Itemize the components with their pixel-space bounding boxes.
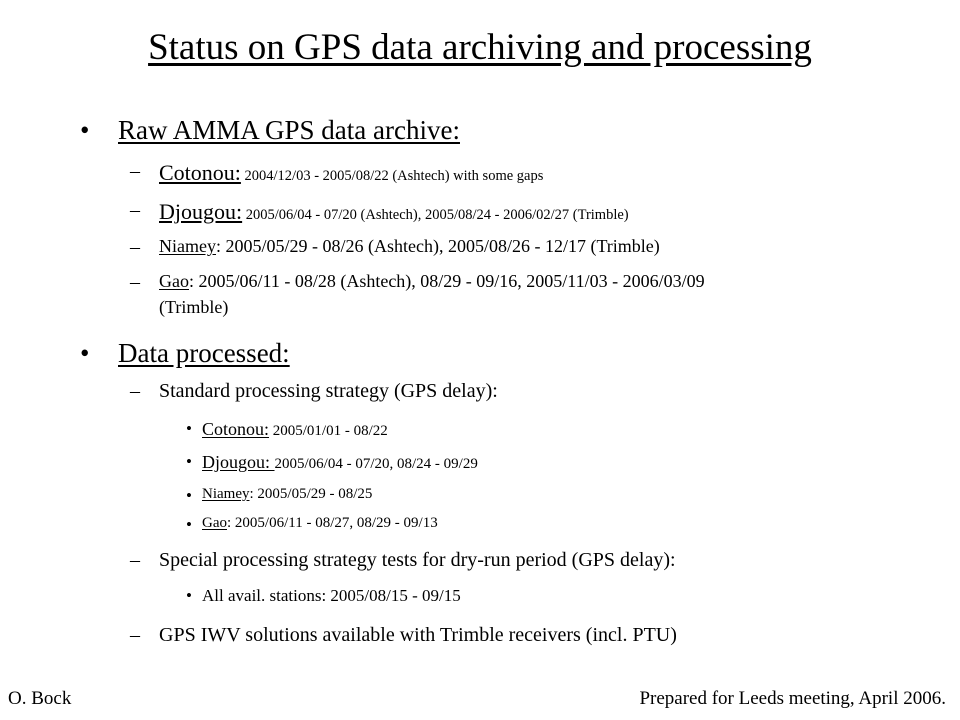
dash-icon: – (130, 549, 140, 571)
slide-title: Status on GPS data archiving and processing (148, 27, 812, 68)
site-name: Cotonou: (202, 419, 270, 439)
item-text: Standard processing strategy (GPS delay): (159, 380, 498, 402)
item-text: 2004/12/03 - 2005/08/22 (Ashtech) with some gaps (240, 168, 544, 184)
dash-icon: – (130, 624, 140, 646)
item-text: GPS IWV solutions available with Trimble receivers (incl. PTU) (159, 624, 677, 646)
item-text: : 2005/06/11 - 08/28 (Ashtech), 08/29 - 09/16, 2005/11/03 - 2006/03/09 (189, 271, 705, 291)
item-text: Special processing strategy tests for dry-run period (GPS delay): (159, 549, 676, 571)
site-name: Niamey (202, 486, 250, 502)
dash-icon: – (130, 199, 140, 221)
dash-icon: – (130, 160, 140, 182)
bullet-icon: • (80, 115, 90, 145)
dash-icon: – (130, 271, 140, 293)
bullet-icon: • (186, 419, 192, 438)
site-name: Niamey (159, 236, 216, 256)
item-text: 2005/06/04 - 07/20, 08/24 - 09/29 (274, 456, 478, 472)
item-text: : 2005/05/29 - 08/25 (249, 486, 373, 502)
site-name: Gao (159, 271, 189, 291)
bullet-icon: • (186, 452, 192, 471)
item-text: : 2005/05/29 - 08/26 (Ashtech), 2005/08/26 - 12/17 (Trimble) (215, 236, 660, 256)
section-heading-label: Raw AMMA GPS data archive: (118, 115, 460, 145)
dash-icon: – (130, 236, 140, 258)
bullet-icon: • (186, 586, 192, 605)
site-name: Cotonou: (159, 160, 241, 185)
item-text: All avail. stations: 2005/08/15 - 09/15 (202, 586, 461, 605)
item-text: 2005/06/04 - 07/20 (Ashtech), 2005/08/24 - 2006/02/27 (Trimble) (242, 207, 629, 223)
item-text: 2005/01/01 - 08/22 (269, 423, 388, 439)
dash-icon: – (130, 380, 140, 402)
item-text: : 2005/06/11 - 08/27, 08/29 - 09/13 (227, 515, 438, 531)
site-name: Djougou: (202, 452, 275, 472)
footer-author: O. Bock (8, 688, 72, 709)
footer-note: Prepared for Leeds meeting, April 2006. (639, 688, 946, 709)
bullet-icon: • (80, 338, 90, 368)
bullet-icon: • (186, 486, 192, 505)
item-text-cont: (Trimble) (159, 297, 229, 317)
section-heading-label: Data processed: (118, 338, 290, 368)
site-name: Djougou: (159, 199, 243, 224)
site-name: Gao (202, 515, 227, 531)
bullet-icon: • (186, 515, 192, 534)
